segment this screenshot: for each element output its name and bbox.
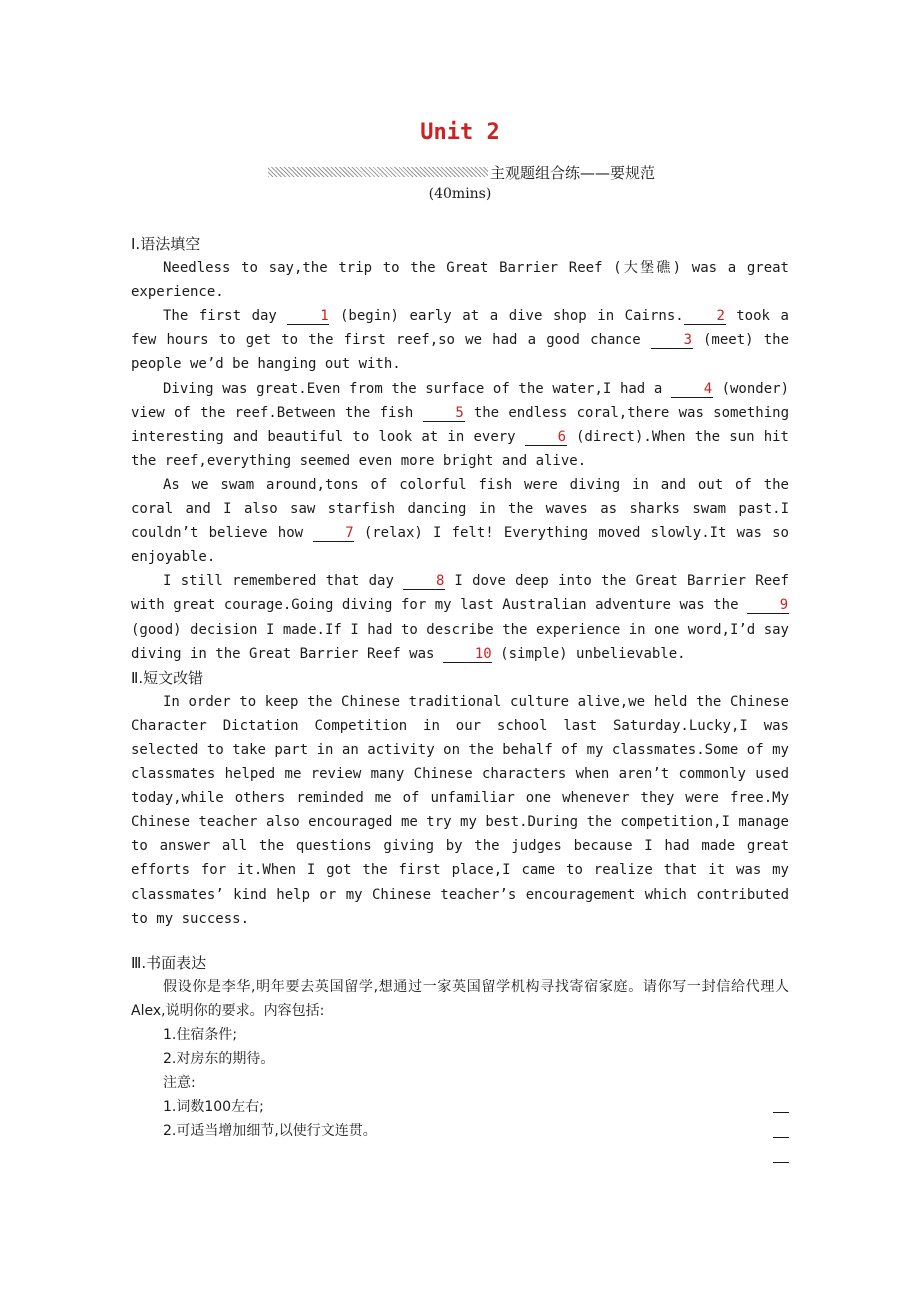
writing-heading: Ⅲ.书面表达 <box>131 953 207 972</box>
blank-3[interactable]: 3 <box>651 332 693 349</box>
blank-7[interactable]: 7 <box>313 525 353 542</box>
answer-lines <box>773 1112 789 1187</box>
blank-10[interactable]: 10 <box>443 646 492 663</box>
paragraph-3: Diving was great.Even from the surface of the water,I had a 4 (wonder) view of the reef.Between the fish 5 the endless coral,there was something interesting and beautiful to look at in every 6 (direct).When the sun hit the reef,everything seemed even more bright and alive. <box>131 380 790 469</box>
blank-8[interactable]: 8 <box>403 573 445 590</box>
blank-2[interactable]: 2 <box>684 308 726 325</box>
paragraph-4: As we swam around,tons of colorful fish were diving in and out of the coral and I also saw starfish dancing in the waves as sharks swam past.I couldn’t believe how 7 (relax) I felt! Everything moved slowly.It was so enjoyable. <box>131 476 789 566</box>
requirement-item-2: 2.对房东的期待。 <box>163 1051 275 1068</box>
error-correction-heading: Ⅱ.短文改错 <box>131 668 204 687</box>
writing-prompt: 假设你是李华,明年要去英国留学,想通过一家英国留学机构寻找寄宿家庭。请你写一封信给代理人Alex,说明你的要求。内容包括: <box>131 978 789 1019</box>
unit-title: Unit 2 <box>420 120 500 145</box>
exercise-content <box>131 232 789 1143</box>
paragraph-1: Needless to say,the trip to the Great Barrier Reef (大堡礁) was a great experience. <box>131 260 789 301</box>
paragraph-5: I still remembered that day 8 I dove deep into the Great Barrier Reef with great courage.Going diving for my last Australian adventure was the 9 (good) decision I made.If I had to describe the experience in one word,I’d say diving in the Great Barrier Reef was 10 (simple) unbelievable. <box>131 573 789 662</box>
requirement-item-1: 1.住宿条件; <box>163 1027 238 1043</box>
notes-label: 注意: <box>163 1075 196 1092</box>
blank-4[interactable]: 4 <box>671 381 713 398</box>
blank-5[interactable]: 5 <box>423 405 465 422</box>
grammar-fill-heading: Ⅰ.语法填空 <box>131 235 201 253</box>
hatch-bar-decoration <box>268 167 488 177</box>
note-item-1: 1.词数100左右; <box>163 1099 264 1116</box>
blank-6[interactable]: 6 <box>525 429 567 446</box>
answer-line[interactable] <box>773 1162 789 1163</box>
answer-line[interactable] <box>773 1112 789 1113</box>
answer-line[interactable] <box>773 1137 789 1138</box>
time-limit: (40mins) <box>428 186 492 202</box>
subtitle-row <box>268 161 655 183</box>
section-subtitle: 主观题组合练——要规范 <box>490 163 656 182</box>
note-item-2: 2.可适当增加细节,以使行文连贯。 <box>163 1123 377 1140</box>
blank-9[interactable]: 9 <box>747 597 789 614</box>
blank-1[interactable]: 1 <box>287 308 329 325</box>
paragraph-2: The first day 1 (begin) early at a dive shop in Cairns. 2 took a few hours to get to the first reef,so we had a good chance 3 (meet) the people we’d be hanging out with. <box>131 308 790 373</box>
error-correction-passage: In order to keep the Chinese traditional culture alive,we held the Chinese Character Dictation Competition in our school last Saturday.Lucky,I was selected to take part in an activity on the behalf of my classmates.Some of my classmates helped me review many Chinese characters when aren’t commonly used today,while others reminded me of unfamiliar one whenever they were free.My Chinese teacher also encouraged me try my best.During the competition,I manage to answer all the questions giving by the judges because I had made great efforts for it.When I got the first place,I came to realize that it was my classmates’ kind help or my Chinese teacher’s encouragement which contributed to my success. <box>131 693 789 927</box>
